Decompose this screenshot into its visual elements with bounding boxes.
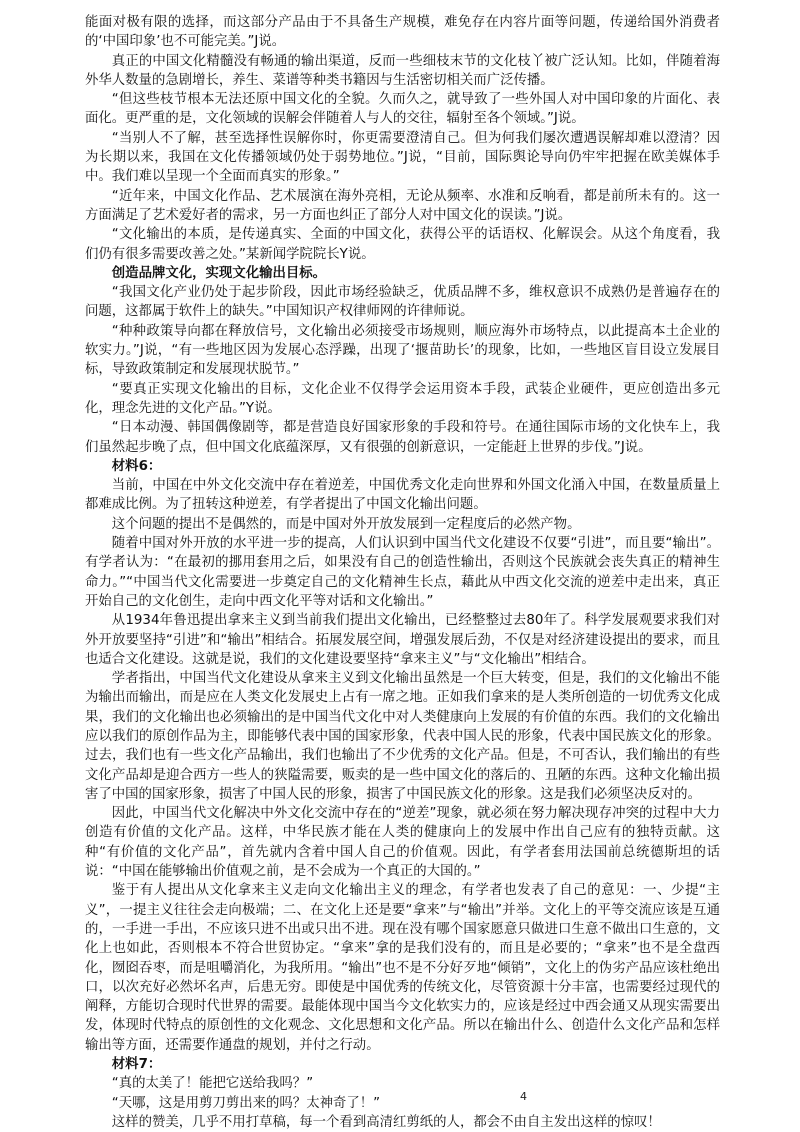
- paragraph: 真正的中国文化精髓没有畅通的输出渠道，反而一些细枝末节的文化枝丫被广泛认知。比如，伴随着海外华人数量的急剧增长，养生、菜谱等种类书籍因与生活密切相关而广泛传播。: [85, 53, 720, 88]
- paragraph: “种种政策导向都在释放信号，文化输出必须接受市场规则，顺应海外市场特点，以此提高本土企业的软实力。”J说，“有一些地区因为发展心态浮躁，出现了‘揠苗助长’的现象，比如，一些地区盲目设立发展目标，导致政策制定和发展现状脱节。”: [85, 323, 720, 378]
- paragraph: “真的太美了！能把它送给我吗？”: [111, 1076, 314, 1092]
- section-heading: 材料6：: [111, 458, 162, 474]
- paragraph: “天哪，这是用剪刀剪出来的吗？太神奇了！”: [111, 1095, 381, 1111]
- paragraph: 当前，中国在中外文化交流中存在着逆差，中国优秀文化走向世界和外国文化涌入中国，在数量质量上都难成比例。为了扭转这种逆差，有学者提出了中国文化输出问题。: [85, 478, 720, 513]
- paragraph: 能面对极有限的选择，而这部分产品由于不具备生产规模，难免存在内容片面等问题，传递给国外消费者的‘中国印象’也不可能完美。”J说。: [85, 15, 720, 50]
- paragraph: “我国文化产业仍处于起步阶段，因此市场经验缺乏，优质品牌不多，维权意识不成熟仍是普遍存在的问题，这都属于软件上的缺失。”中国知识产权律师网的许律师说。: [85, 285, 720, 320]
- section-heading: 创造品牌文化，实现文化输出目标。: [111, 265, 327, 281]
- paragraph: 随着中国对外开放的水平进一步的提高，人们认识到中国当代文化建设不仅要“引进”，而且要“输出”。有学者认为：“在最初的挪用套用之后，如果没有自己的创造性输出，否则这个民族就会丧失真正的精神生命力。”“中国当代文化需要进一步奠定自己的文化精神生长点，藉此从中西文化交流的逆差中走出来，真正开始自己的文化创生，走向中西文化平等对话和文化输出。”: [85, 536, 720, 609]
- paragraph: “当别人不了解，甚至选择性误解你时，你更需要澄清自己。但为何我们屡次遭遇误解却难以澄清？因为长期以来，我国在文化传播领域仍处于弱势地位。”J说，“目前，国际舆论导向仍牢牢把握在欧美媒体手中。我们难以呈现一个全面而真实的形象。”: [85, 130, 720, 185]
- paragraph: 这个问题的提出不是偶然的，而是中国对外开放发展到一定程度后的必然产物。: [111, 516, 581, 532]
- paragraph: 鉴于有人提出从文化拿来主义走向文化输出主义的理念，有学者也发表了自己的意见：一、少提“主义”，一提主义往往会走向极端；二、在文化上还是要“拿来”与“输出”并举。文化上的平等交流应该是互通的，一手进一手出，不应该只进不出或只出不进。现在没有哪个国家愿意只做进口生意不做出口生意的，文化上也如此，否则根本不符合世贸协定。“拿来”拿的是我们没有的，而且是必要的；“拿来”也不是全盘西化，囫囵吞枣，而是咀嚼消化，为我所用。“输出”也不是不分好歹地“倾销”，文化上的伪劣产品应该杜绝出口，以次充好必然坏名声，后患无穷。即使是中国优秀的传统文化，尽管资源十分丰富，也需要经过现代的阐释，方能切合现时代世界的需要。最能体现中国当今文化软实力的，应该是经过中西会通又从现实需要出发，体现时代特点的原创性的文化观念、文化思想和文化产品。所以在输出什么、创造什么文化产品和怎样输出等方面，还需要作通盘的规划，并付之行动。: [85, 883, 720, 1053]
- paragraph: “但这些枝节根本无法还原中国文化的全貌。久而久之，就导致了一些外国人对中国印象的片面化、表面化。更严重的是，文化领域的误解会伴随着人与人的交往，辐射至各个领域。”J说。: [85, 92, 720, 127]
- page-number: 4: [520, 1090, 527, 1103]
- paragraph: 从1934年鲁迅提出拿来主义到当前我们提出文化输出，已经整整过去80年了。科学发展观要求我们对外开放要坚持“引进”和“输出”相结合。拓展发展空间，增强发展后劲，不仅是对经济建设提出的要求，而且也适合文化建设。这就是说，我们的文化建设要坚持“拿来主义”与“文化输出”相结合。: [85, 613, 720, 667]
- paragraph: “日本动漫、韩国偶像剧等，都是营造良好国家形象的手段和符号。在通往国际市场的文化快车上，我们虽然起步晚了点，但中国文化底蕴深厚，又有很强的创新意识，一定能赶上世界的步伐。”J说。: [85, 420, 720, 455]
- document-body: [85, 13, 720, 1132]
- paragraph: 这样的赞美，几乎不用打草稿，每一个看到高清红剪纸的人，都会不由自主发出这样的惊叹！: [111, 1114, 661, 1130]
- section-heading: 材料7：: [111, 1057, 162, 1073]
- paragraph: “近年来，中国文化作品、艺术展演在海外亮相，无论从频率、水准和反响看，都是前所未有的。这一方面满足了艺术爱好者的需求，另一方面也纠正了部分人对中国文化的误读。”J说。: [85, 188, 720, 223]
- paragraph: “要真正实现文化输出的目标，文化企业不仅得学会运用资本手段，武装企业硬件，更应创造出多元化，理念先进的文化产品。”Y说。: [85, 381, 720, 416]
- paragraph: “文化输出的本质，是传递真实、全面的中国文化，获得公平的话语权、化解误会。从这个角度看，我们仍有很多需要改善之处。”某新闻学院院长Y说。: [85, 227, 720, 262]
- paragraph: 学者指出，中国当代文化建设从拿来主义到文化输出虽然是一个巨大转变，但是，我们的文化输出不能为输出而输出，而是应在人类文化发展史上占有一席之地。正如我们拿来的是人类所创造的一切优秀文化成果，我们的文化输出也必须输出的是中国当代文化中对人类健康向上发展的有价值的东西。我们的文化输出应以我们的原创作品为主，即能够代表中国的国家形象，代表中国人民的形象，代表中国民族文化的形象。过去，我们也有一些文化产品输出，我们也输出了不少优秀的文化产品。但是，不可否认，我们输出的有些文化产品却是迎合西方一些人的狭隘需要，贩卖的是一些中国文化的落后的、丑陋的东西。这种文化输出损害了中国的国家形象，损害了中国人民的形象，损害了中国民族文化的形象。这是我们必须坚决反对的。: [85, 671, 720, 802]
- paragraph: 因此，中国当代文化解决中外文化交流中存在的“逆差”现象，就必须在努力解决现存冲突的过程中大力创造有价值的文化产品。这样，中华民族才能在人类的健康向上的发展中作出自己应有的独特贡献。这种“有价值的文化产品”，首先就内含着中国人自己的价值观。因此，有学者套用法国前总统德斯坦的话说：“中国在能够输出价值观之前，是不会成为一个真正的大国的。”: [85, 806, 720, 880]
